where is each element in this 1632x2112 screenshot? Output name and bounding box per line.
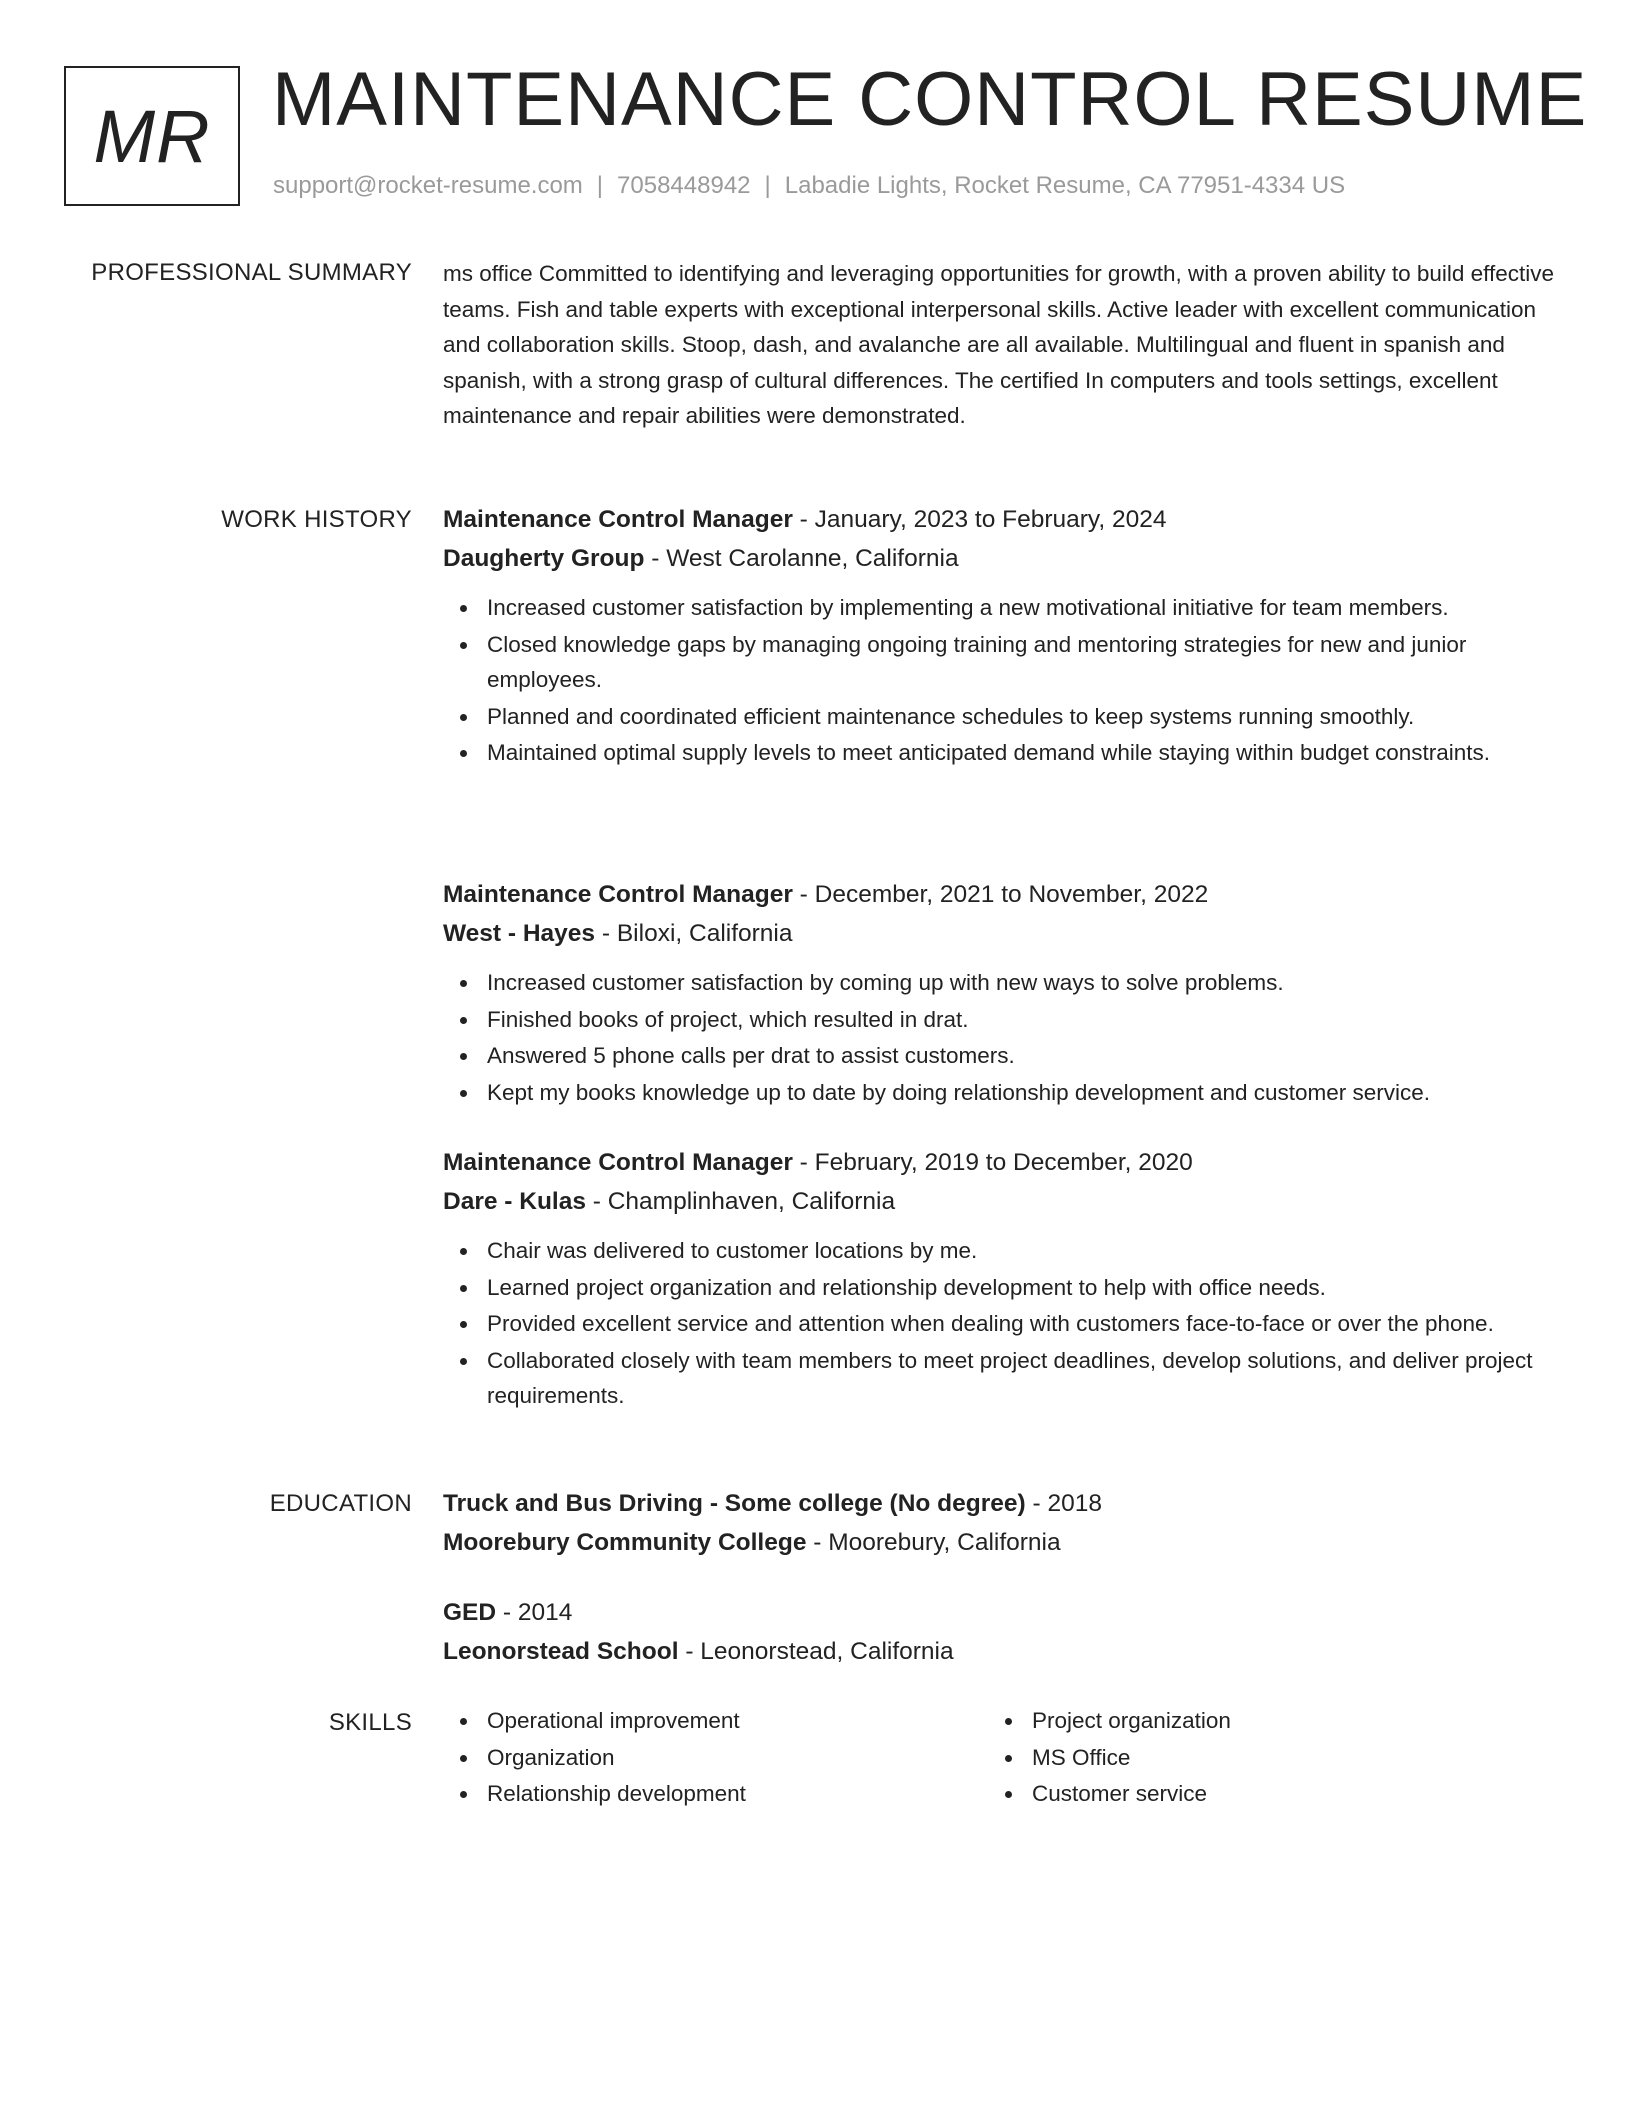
job-bullet: Answered 5 phone calls per drat to assist customers.	[443, 1038, 1561, 1074]
job-title: Maintenance Control Manager	[443, 506, 793, 533]
job-company-line	[443, 914, 1561, 953]
job-dates: - January, 2023 to February, 2024	[792, 506, 1167, 533]
contact-line	[273, 172, 1345, 200]
resume-title: MAINTENANCE CONTROL RESUME	[272, 57, 1588, 142]
skill-item: Customer service	[988, 1776, 1533, 1812]
skill-item: Project organization	[988, 1703, 1533, 1739]
contact-email: support@rocket-resume.com	[273, 172, 583, 199]
contact-address: Labadie Lights, Rocket Resume, CA 77951-4334 US	[784, 172, 1346, 199]
skill-item: Relationship development	[443, 1776, 988, 1812]
job-bullet: Collaborated closely with team members to meet project deadlines, develop solutions, and deliver project requirements.	[443, 1343, 1561, 1414]
job-dates: - December, 2021 to November, 2022	[792, 881, 1209, 908]
job-bullet: Closed knowledge gaps by managing ongoing training and mentoring strategies for new and junior employees.	[443, 627, 1561, 698]
job-company: Daugherty Group	[443, 545, 645, 572]
job-bullets	[443, 1233, 1561, 1414]
job-entry	[443, 875, 1561, 1111]
education-school-line	[443, 1523, 1561, 1562]
education-school-line	[443, 1632, 1561, 1671]
job-bullet: Provided excellent service and attention when dealing with customers face-to-face or over the phone.	[443, 1306, 1561, 1342]
education-entry	[443, 1484, 1561, 1562]
education-year: - 2014	[496, 1599, 573, 1626]
job-title-line	[443, 1143, 1561, 1182]
monogram-initials: MR	[93, 94, 211, 178]
skill-item: Operational improvement	[443, 1703, 988, 1739]
section-label-education: EDUCATION	[269, 1490, 412, 1517]
job-entry	[443, 1143, 1561, 1415]
summary-text: ms office Committed to identifying and leveraging opportunities for growth, with a proven ability to build effective teams. Fish and table experts with exceptional interpersonal skills. Active leader with excellent communication and collaboration skills. Stoop, dash, and avalanche are all available. Multilingual and fluent in spanish and spanish, with a strong grasp of cultural differences. The certified In computers and tools settings, excellent maintenance and repair abilities were demonstrated.	[443, 261, 1555, 429]
section-label-work-history: WORK HISTORY	[221, 506, 412, 533]
section-label-summary: PROFESSIONAL SUMMARY	[91, 259, 412, 286]
job-bullets	[443, 590, 1561, 771]
job-bullet: Increased customer satisfaction by coming up with new ways to solve problems.	[443, 965, 1561, 1001]
skill-item: Organization	[443, 1740, 988, 1776]
job-title-line	[443, 875, 1561, 914]
education-school: Leonorstead School	[443, 1638, 679, 1665]
education-degree-line	[443, 1484, 1561, 1523]
education-degree: Truck and Bus Driving - Some college (No degree)	[443, 1490, 1026, 1517]
job-bullet: Finished books of project, which resulted in drat.	[443, 1002, 1561, 1038]
skills-column-left	[443, 1703, 988, 1813]
education-degree: GED	[443, 1599, 497, 1626]
education-school: Moorebury Community College	[443, 1529, 807, 1556]
job-bullet: Planned and coordinated efficient maintenance schedules to keep systems running smoothly.	[443, 699, 1561, 735]
job-company: West - Hayes	[443, 920, 596, 947]
job-company-line	[443, 539, 1561, 578]
section-label-skills: SKILLS	[328, 1709, 412, 1736]
contact-separator: |	[596, 172, 604, 199]
education-entry	[443, 1593, 1561, 1671]
skill-item: MS Office	[988, 1740, 1533, 1776]
education-location: - Moorebury, California	[806, 1529, 1061, 1556]
job-bullet: Increased customer satisfaction by implementing a new motivational initiative for team members.	[443, 590, 1561, 626]
job-bullets	[443, 965, 1561, 1110]
job-bullet: Chair was delivered to customer locations by me.	[443, 1233, 1561, 1269]
skills-list	[443, 1703, 1561, 1813]
job-entry	[443, 500, 1561, 772]
job-location: - Champlinhaven, California	[585, 1188, 896, 1215]
job-bullet: Learned project organization and relationship development to help with office needs.	[443, 1270, 1561, 1306]
job-location: - Biloxi, California	[595, 920, 793, 947]
education-degree-line	[443, 1593, 1561, 1632]
job-bullet: Maintained optimal supply levels to meet anticipated demand while staying within budget constraints.	[443, 735, 1561, 771]
monogram-box	[64, 66, 240, 206]
job-bullet: Kept my books knowledge up to date by doing relationship development and customer service.	[443, 1075, 1561, 1111]
job-title: Maintenance Control Manager	[443, 881, 793, 908]
contact-phone: 7058448942	[617, 172, 751, 199]
job-location: - West Carolanne, California	[644, 545, 959, 572]
skills-column-right	[988, 1703, 1533, 1813]
contact-separator: |	[764, 172, 771, 199]
job-title-line	[443, 500, 1561, 539]
education-location: - Leonorstead, California	[678, 1638, 954, 1665]
job-dates: - February, 2019 to December, 2020	[792, 1149, 1193, 1176]
job-title: Maintenance Control Manager	[443, 1149, 793, 1176]
job-company-line	[443, 1182, 1561, 1221]
education-year: - 2018	[1025, 1490, 1102, 1517]
job-company: Dare - Kulas	[443, 1188, 586, 1215]
